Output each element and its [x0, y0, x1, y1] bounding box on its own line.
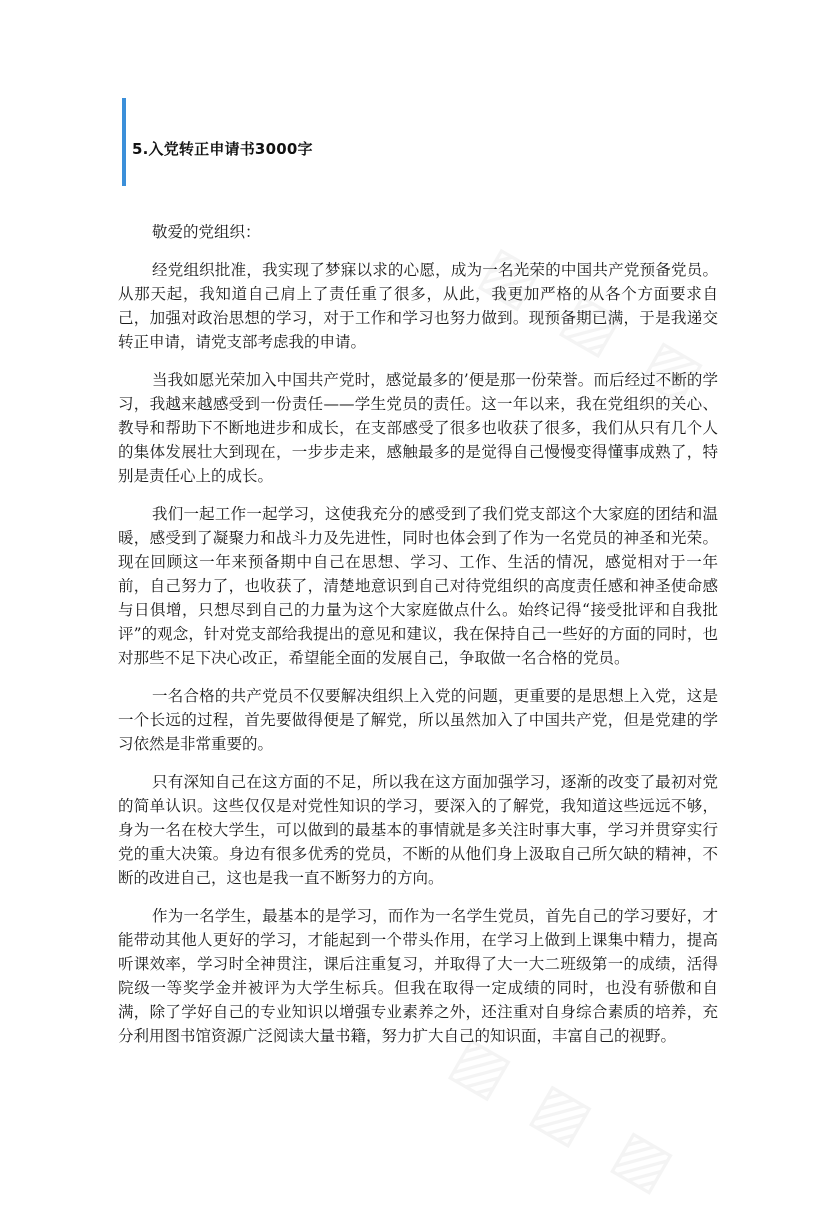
salutation: 敬爱的党组织：	[152, 223, 261, 241]
paragraph: 当我如愿光荣加入中国共产党时，感觉最多的’便是那一份荣誉。而后经过不断的学习，我越来越感受到一份责任——学生党员的责任。这一年以来，我在党组织的关心、教导和帮助下不断地进步和成长，在支部感受了很多也收获了很多，我们从只有几个人的集体发展壮大到现在，一步步走来，感触最多的是觉得自己慢慢变得懂事成熟了，特别是责任心上的成长。	[118, 371, 718, 485]
letter-body	[118, 220, 718, 1062]
paragraph: 经党组织批准，我实现了梦寐以求的心愿，成为一名光荣的中国共产党预备党员。从那天起，我知道自己肩上了责任重了很多，从此，我更加严格的从各个方面要求自己，加强对政治思想的学习，对于工作和学习也努力做到。现预备期已满，于是我递交转正申请，请党支部考虑我的申请。	[118, 261, 718, 351]
paragraph: 一名合格的共产党员不仅要解决组织上入党的问题，更重要的是思想上入党，这是一个长远的过程，首先要做得便是了解党，所以虽然加入了中国共产党，但是党建的学习依然是非常重要的。	[118, 687, 718, 753]
section-heading	[122, 98, 722, 186]
paragraph: 只有深知自己在这方面的不足，所以我在这方面加强学习，逐渐的改变了最初对党的简单认识。这些仅仅是对党性知识的学习，要深入的了解党，我知道这些远远不够，身为一名在校大学生，可以做到的最基本的事情就是多关注时事大事，学习并贯穿实行党的重大决策。身边有很多优秀的党员，不断的从他们身上汲取自己所欠缺的精神，不断的改进自己，这也是我一直不断努力的方向。	[118, 773, 718, 887]
paragraph: 我们一起工作一起学习，这使我充分的感受到了我们党支部这个大家庭的团结和温暖，感受到了凝聚力和战斗力及先进性，同时也体会到了作为一名党员的神圣和光荣。现在回顾这一年来预备期中自己在思想、学习、工作、生活的情况，感觉相对于一年前，自己努力了，也收获了，清楚地意识到自己对待党组织的高度责任感和神圣使命感与日俱增，只想尽到自己的力量为这个大家庭做点什么。始终记得“接受批评和自我批评”的观念，针对党支部给我提出的意见和建议，我在保持自己一些好的方面的同时，也对那些不足下决心改正，希望能全面的发展自己，争取做一名合格的党员。	[118, 505, 718, 667]
heading-title: 5.入党转正申请书3000字	[132, 140, 313, 158]
paragraph: 作为一名学生，最基本的是学习，而作为一名学生党员，首先自己的学习要好，才能带动其他人更好的学习，才能起到一个带头作用，在学习上做到上课集中精力，提高听课效率，学习时全神贯注，课后注重复习，并取得了大一大二班级第一的成绩，活得院级一等奖学金并被评为大学生标兵。但我在取得一定成绩的同时，也没有骄傲和自满，除了学好自己的专业知识以增强专业素养之外，还注重对自身综合素质的培养，充分利用图书馆资源广泛阅读大量书籍，努力扩大自己的知识面，丰富自己的视野。	[118, 907, 718, 1045]
heading-accent-bar	[122, 98, 126, 186]
